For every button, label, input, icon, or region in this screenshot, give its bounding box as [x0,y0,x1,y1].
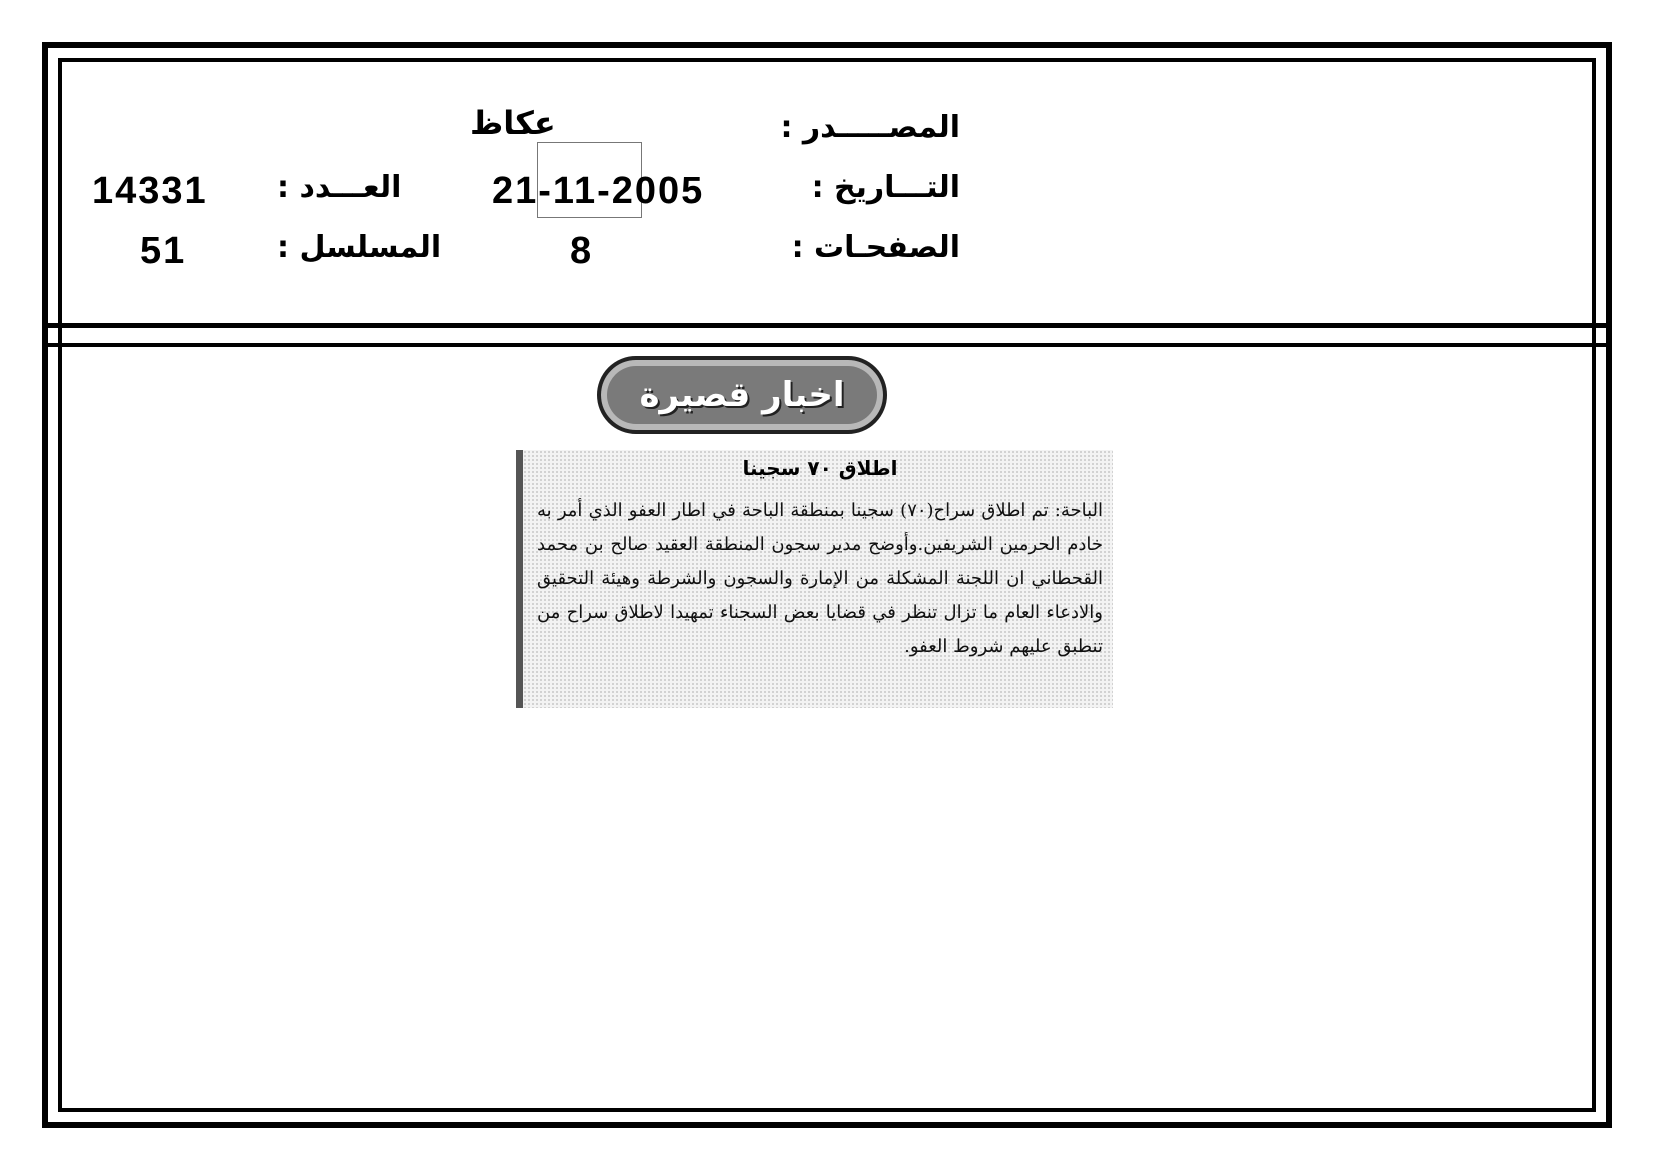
serial-label: المسلسل : [277,230,442,265]
pages-label: الصفحـات : [791,230,960,265]
header-divider [42,323,1612,347]
news-clipping [516,450,1113,708]
source-value: عكاظ [470,104,556,142]
issue-label: العـــدد : [277,170,402,205]
article-body: الباحة: تم اطلاق سراح(٧٠) سجينا بمنطقة الباحة في اطار العفو الذي أمر به خادم الحرمين الشريفين.وأوضح مدير سجون المنطقة العقيد صالح بن محمد القحطاني ان اللجنة المشكلة من الإمارة والسجون والشرطة وهيئة التحقيق والادعاء العام ما تزال تنظر في قضايا بعض السجناء تمهيدا لاطلاق سراح من تنطبق عليهم شروط العفو. [537,500,1103,657]
serial-value: 51 [140,230,187,272]
section-badge [597,356,887,434]
pages-value: 8 [570,230,594,272]
date-value: 21-11-2005 [492,170,705,212]
section-badge-label: اخبار قصيرة [639,375,845,415]
issue-value: 14331 [92,170,208,212]
source-label: المصـــــدر : [780,110,960,145]
date-label: التـــاريخ : [811,170,960,205]
article-title: اطلاق ٧٠ سجينا [742,456,898,480]
